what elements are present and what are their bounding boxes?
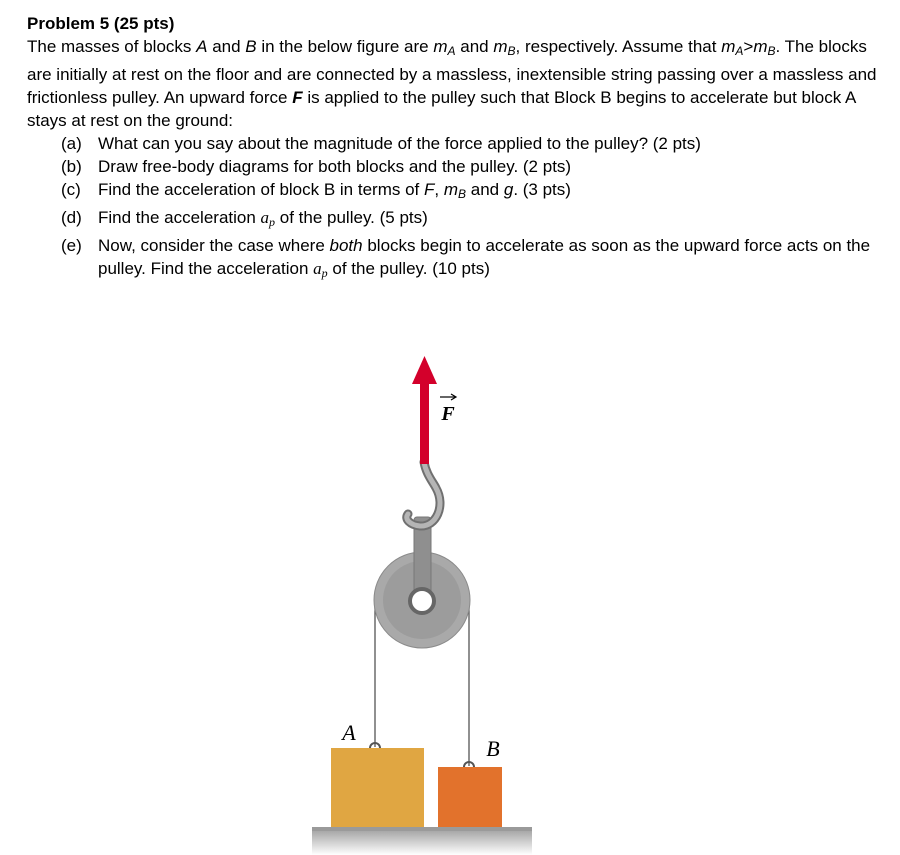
block-a-label: A [342,720,356,745]
problem-intro: The masses of blocks A and B in the below figure are $m_A$ and $m_B$, respectively. Assume that $m_A>m_B$. The blocks are initially at rest on the floor and are connected by a massless, inextensible string passing over a massless and frictionless pulley. An upward force F is applied to the pulley such that Block B begins to accelerate but block A stays at rest on the ground: [27,37,877,130]
problem-title: Problem 5 (25 pts) [27,14,175,33]
floor-line [312,827,532,831]
question-c: (c) Find the acceleration of block B in terms of F, $m_B$ and g. (3 pts) [61,180,571,201]
block-b-label: B [486,736,500,761]
question-d: (d) Find the acceleration $a_p$ of the pulley. (5 pts) [61,208,428,229]
question-label: (e) [61,236,82,255]
block-b [438,767,502,827]
question-label: (c) [61,180,81,199]
question-b: (b) Draw free-body diagrams for both blocks and the pulley. (2 pts) [61,157,572,176]
block-a [331,748,424,827]
question-label: (d) [61,208,82,227]
question-label: (b) [61,157,82,176]
force-label: F [441,403,455,425]
question-a: (a) What can you say about the magnitude of the force applied to the pulley? (2 pts) [61,134,701,153]
floor-shadow [312,831,532,855]
force-arrow-head [412,356,437,384]
pulley-axle [410,589,434,613]
force-arrow-shaft [420,376,429,464]
question-e: (e) Now, consider the case where both blocks begin to accelerate as soon as the upward force acts on the pulley. Find the acceleration $a_p$ of the pulley. (10 pts) [61,236,871,280]
question-label: (a) [61,134,82,153]
